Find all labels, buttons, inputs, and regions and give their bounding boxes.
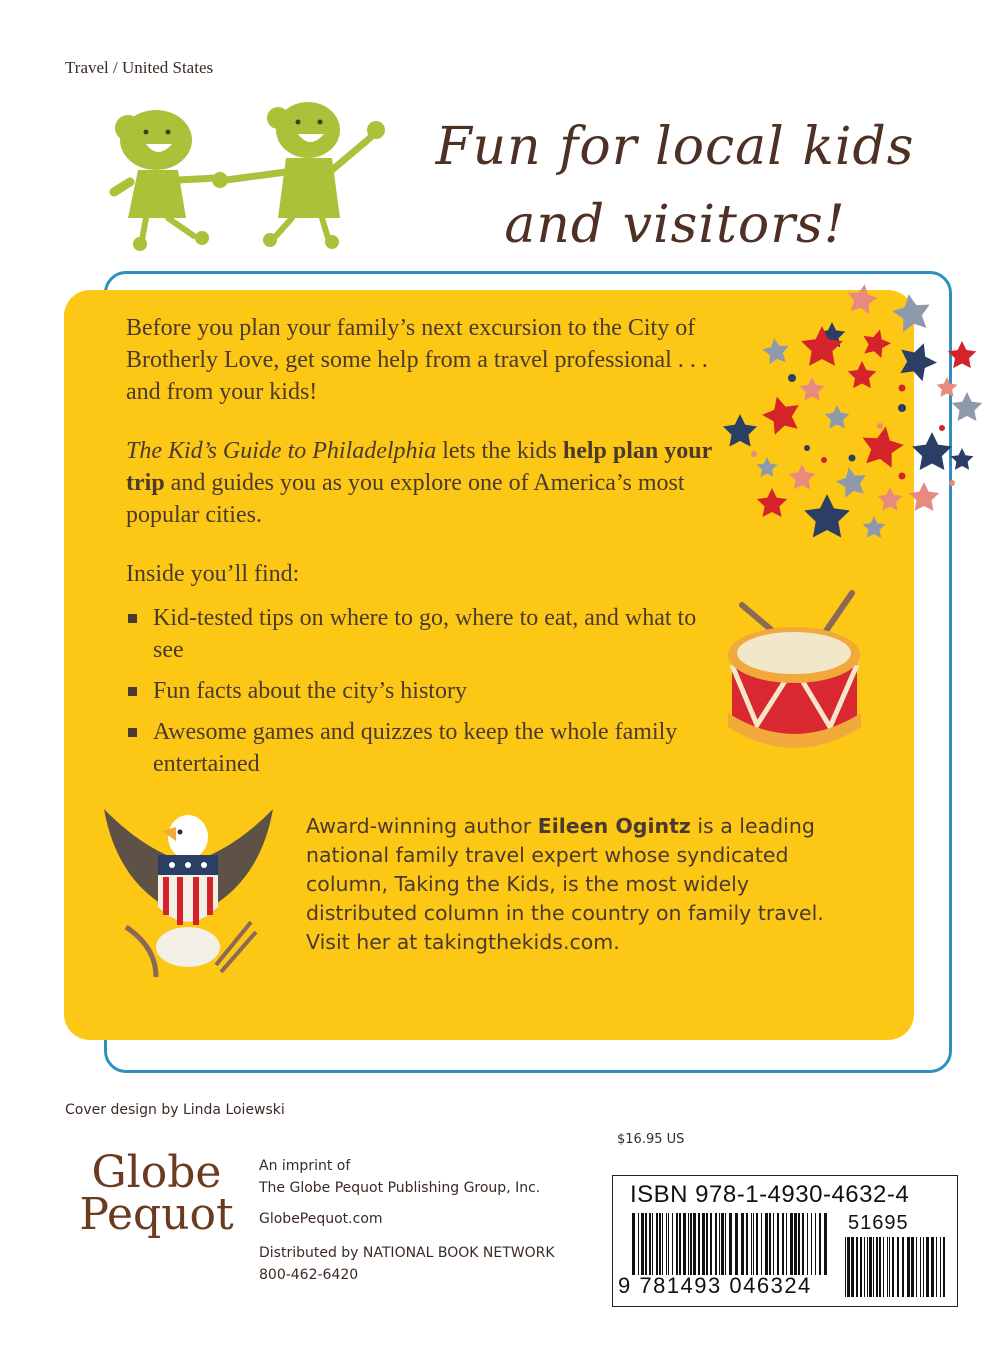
- barcode-bar: [802, 1213, 804, 1275]
- book-title: The Kid’s Guide to Philadelphia: [126, 438, 437, 464]
- author-bio-post: is a leading national family travel expert whose syndicated column, Taking the Kids, is the most widely distributed column in the country on family travel. Visit her at takingthekids.com.: [306, 814, 824, 954]
- publisher-website: GlobePequot.com: [259, 1211, 383, 1227]
- barcode-bar: [876, 1237, 878, 1297]
- barcode-bar: [659, 1213, 661, 1275]
- barcode-bar: [719, 1213, 720, 1275]
- barcode-bar: [773, 1213, 774, 1275]
- barcode-digits: 9 781493 046324: [618, 1273, 812, 1298]
- barcode-bar: [725, 1213, 726, 1275]
- barcode-bar: [916, 1237, 917, 1297]
- distributor-phone: 800-462-6420: [259, 1267, 359, 1283]
- trip-highlight: help plan your trip: [126, 438, 712, 496]
- barcode-bar: [943, 1237, 945, 1297]
- trip-text-mid: lets the kids: [436, 438, 563, 464]
- distribution-block: [259, 1242, 555, 1286]
- barcode-bar: [706, 1213, 708, 1275]
- trip-text-end: and guides you as you explore one of America’s most popular cities.: [126, 470, 685, 528]
- barcode-bar: [867, 1237, 868, 1297]
- barcode-bar: [907, 1237, 910, 1297]
- barcode-bar: [765, 1213, 768, 1275]
- barcode-bar: [936, 1237, 937, 1297]
- barcode-bar: [856, 1237, 858, 1297]
- barcode-bar: [746, 1213, 748, 1275]
- eagle-seal-illustration: [96, 797, 281, 982]
- inside-heading: Inside you’ll find:: [126, 561, 300, 587]
- isbn-label: ISBN 978-1-4930-4632-4: [630, 1181, 910, 1208]
- barcode-bar: [847, 1237, 850, 1297]
- feature-text: Awesome games and quizzes to keep the whole family entertained: [153, 719, 678, 777]
- barcode-bar: [897, 1237, 899, 1297]
- bullet-icon: [128, 728, 137, 737]
- barcode-bar: [693, 1213, 696, 1275]
- barcode-bar: [807, 1213, 808, 1275]
- logo-line-1: Globe: [91, 1147, 222, 1198]
- barcode-bar: [782, 1213, 784, 1275]
- barcode-bar: [683, 1213, 686, 1275]
- tagline-line-1: Fun for local kids: [435, 117, 915, 177]
- cover-credit: Cover design by Linda Loiewski: [65, 1102, 285, 1118]
- barcode-bar: [666, 1213, 667, 1275]
- kids-illustration: [108, 100, 393, 260]
- author-bio: [306, 812, 846, 957]
- tagline: [395, 108, 955, 268]
- barcode-bar: [889, 1237, 890, 1297]
- category-label: Travel / United States: [65, 58, 214, 77]
- barcode-bar: [883, 1237, 884, 1297]
- barcode-bar: [710, 1213, 712, 1275]
- barcode-bar: [632, 1213, 635, 1275]
- barcode-bar: [672, 1213, 673, 1275]
- barcode-bar: [690, 1213, 692, 1275]
- barcode-bar: [887, 1237, 888, 1297]
- barcode-bar: [911, 1237, 914, 1297]
- barcode-bar: [715, 1213, 717, 1275]
- barcode-bar: [790, 1213, 793, 1275]
- barcode-bar: [864, 1237, 865, 1297]
- barcode-bar: [676, 1213, 678, 1275]
- feature-list: [126, 602, 726, 789]
- barcode-bar: [656, 1213, 658, 1275]
- bullet-icon: [128, 687, 137, 696]
- price: $16.95 US: [617, 1132, 685, 1147]
- barcode-bar: [786, 1213, 787, 1275]
- barcode-bar: [751, 1213, 752, 1275]
- barcode-bar: [688, 1213, 689, 1275]
- barcode-bar: [769, 1213, 771, 1275]
- barcode-bar: [777, 1213, 779, 1275]
- barcode-bar: [902, 1237, 904, 1297]
- feature-item: [126, 675, 726, 707]
- author-name: Eileen Ogintz: [537, 814, 691, 838]
- barcode-bar: [845, 1237, 846, 1297]
- barcode-bar: [698, 1213, 700, 1275]
- tagline-line-2: and visitors!: [504, 195, 846, 255]
- barcode-bar: [811, 1213, 812, 1275]
- barcode-bar: [662, 1213, 663, 1275]
- barcode-bar: [873, 1237, 874, 1297]
- barcode-bar: [851, 1237, 854, 1297]
- barcode-bar: [721, 1213, 724, 1275]
- barcode-bar: [638, 1213, 639, 1275]
- barcode-bar: [735, 1213, 738, 1275]
- logo-line-2: Pequot: [79, 1189, 234, 1240]
- barcode-bar: [668, 1213, 669, 1275]
- barcode-bar: [729, 1213, 732, 1275]
- barcode-bar: [819, 1213, 821, 1275]
- barcode-bar: [641, 1213, 644, 1275]
- drum-illustration: [712, 585, 877, 750]
- intro-paragraph: Before you plan your family’s next excursion to the City of Brotherly Love, get some help from a travel professional . . . and from your kids!: [126, 315, 708, 405]
- barcode-bar: [798, 1213, 800, 1275]
- imprint-block: [259, 1155, 540, 1199]
- stars-illustration: [712, 278, 982, 558]
- barcode-bar: [815, 1213, 816, 1275]
- imprint-label: An imprint of: [259, 1158, 351, 1174]
- barcode-bar: [753, 1213, 754, 1275]
- barcode-bar: [679, 1213, 681, 1275]
- author-bio-pre: Award-winning author: [306, 814, 538, 838]
- barcode-bar: [926, 1237, 929, 1297]
- barcode-bar: [923, 1237, 924, 1297]
- barcode-bar: [756, 1213, 758, 1275]
- addon-barcode-bars: [845, 1237, 945, 1297]
- barcode-bar: [645, 1213, 647, 1275]
- barcode-bar: [652, 1213, 653, 1275]
- feature-text: Kid-tested tips on where to go, where to eat, and what to see: [153, 605, 697, 663]
- barcode-bar: [761, 1213, 762, 1275]
- feature-item: [126, 602, 726, 666]
- barcode-bar: [931, 1237, 934, 1297]
- barcode-bar: [702, 1213, 705, 1275]
- barcode-bars: [632, 1213, 828, 1275]
- barcode-bar: [892, 1237, 894, 1297]
- feature-item: [126, 716, 726, 780]
- price-code: 51695: [848, 1212, 909, 1234]
- barcode-bar: [860, 1237, 862, 1297]
- barcode-bar: [869, 1237, 872, 1297]
- trip-paragraph: [126, 435, 726, 531]
- barcode-bar: [879, 1237, 881, 1297]
- barcode-bar: [649, 1213, 651, 1275]
- barcode-bar: [940, 1237, 941, 1297]
- publisher-group: The Globe Pequot Publishing Group, Inc.: [259, 1180, 541, 1196]
- distributor: Distributed by NATIONAL BOOK NETWORK: [259, 1245, 555, 1261]
- barcode-bar: [824, 1213, 827, 1275]
- feature-text: Fun facts about the city’s history: [153, 678, 467, 704]
- bullet-icon: [128, 614, 137, 623]
- barcode-bar: [920, 1237, 921, 1297]
- publisher-logo: [64, 1147, 249, 1240]
- barcode-bar: [741, 1213, 744, 1275]
- barcode-bar: [794, 1213, 797, 1275]
